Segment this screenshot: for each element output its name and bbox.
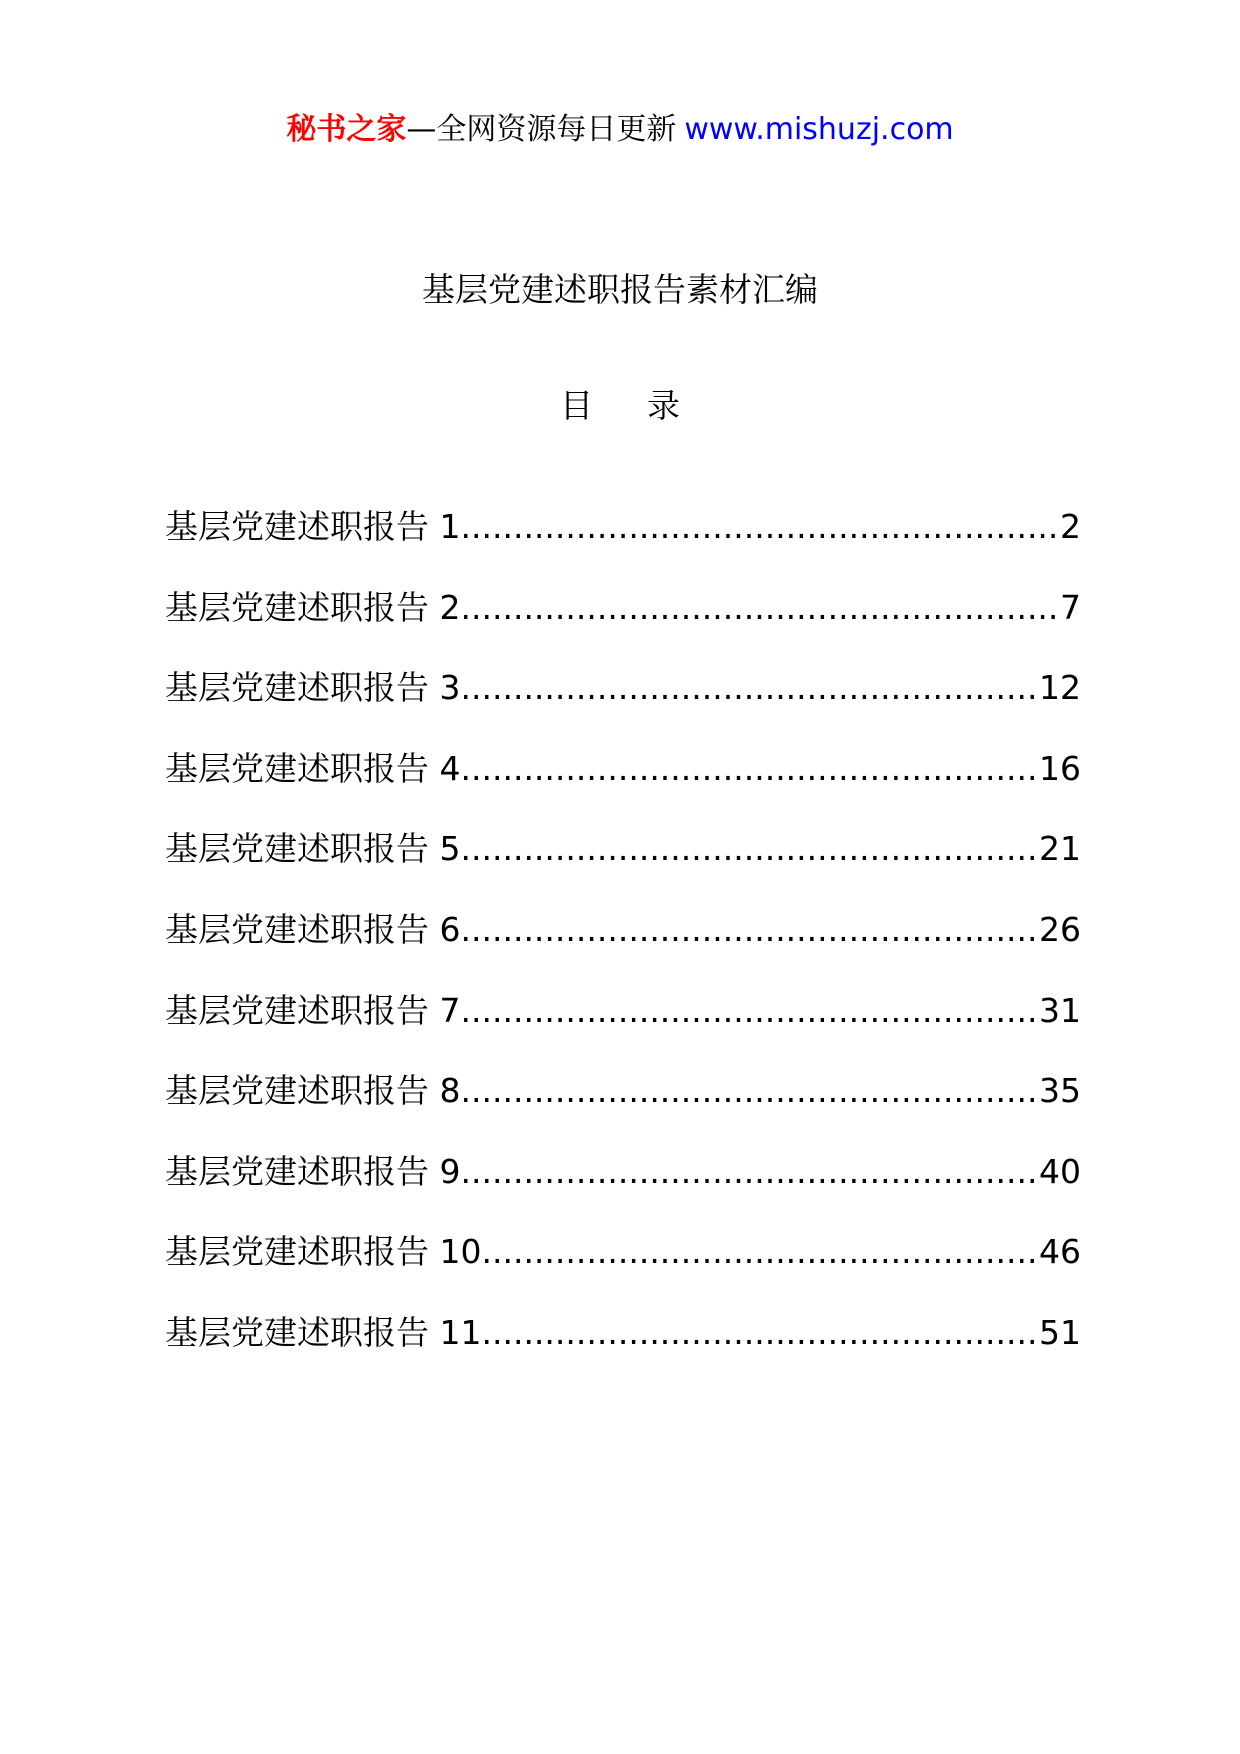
toc-entry-page-number: 31 <box>1039 990 1081 1030</box>
toc-dot-leader <box>481 1311 1039 1355</box>
toc-dot-leader <box>461 1069 1040 1113</box>
toc-entry-page-number: 46 <box>1039 1232 1081 1272</box>
toc-entry[interactable] <box>165 1311 1081 1392</box>
toc-dot-leader <box>461 747 1040 791</box>
toc-entry-page-number: 16 <box>1039 748 1081 788</box>
toc-dot-leader <box>461 666 1040 710</box>
toc-entry-label: 基层党建述职报告 6 <box>165 909 461 949</box>
toc-entry-page-number: 40 <box>1039 1151 1081 1191</box>
toc-dot-leader <box>461 908 1040 952</box>
toc-entry-label: 基层党建述职报告 4 <box>165 748 461 788</box>
toc-entry[interactable] <box>165 505 1081 586</box>
brand-name: 秘书之家 <box>286 112 407 147</box>
toc-entry-label: 基层党建述职报告 7 <box>165 990 461 1030</box>
toc-entry-label: 基层党建述职报告 5 <box>165 829 461 869</box>
toc-heading: 目录 <box>560 386 734 425</box>
toc-entry-label: 基层党建述职报告 9 <box>165 1151 461 1191</box>
toc-entry-label: 基层党建述职报告 2 <box>165 587 461 627</box>
toc-dot-leader <box>481 1230 1039 1274</box>
toc-entry[interactable] <box>165 586 1081 667</box>
toc-dot-leader <box>461 827 1040 871</box>
toc-entry-page-number: 21 <box>1039 829 1081 869</box>
toc-entry-page-number: 26 <box>1039 909 1081 949</box>
toc-entry-page-number: 12 <box>1039 668 1081 708</box>
site-tagline: —全网资源每日更新 <box>406 112 677 147</box>
toc-entry[interactable] <box>165 1150 1081 1231</box>
toc-entry-label: 基层党建述职报告 1 <box>165 507 461 546</box>
toc-entry-label: 基层党建述职报告 3 <box>165 668 461 708</box>
toc-entry[interactable] <box>165 747 1081 828</box>
document-title: 基层党建述职报告素材汇编 <box>422 270 818 309</box>
toc-entry-page-number: 51 <box>1039 1312 1081 1352</box>
table-of-contents <box>165 505 1081 1392</box>
toc-dot-leader <box>461 586 1061 630</box>
site-header <box>0 108 1240 152</box>
toc-dot-leader <box>461 989 1040 1033</box>
toc-entry[interactable] <box>165 989 1081 1070</box>
toc-dot-leader <box>461 1150 1040 1194</box>
toc-dot-leader <box>461 505 1061 549</box>
toc-entry[interactable] <box>165 1069 1081 1150</box>
toc-entry-page-number: 35 <box>1039 1071 1081 1111</box>
toc-entry-page-number: 7 <box>1060 587 1081 627</box>
toc-entry-label: 基层党建述职报告 11 <box>165 1312 482 1352</box>
toc-entry[interactable] <box>165 1230 1081 1311</box>
site-url-link[interactable]: www.mishuzj.com <box>684 112 954 147</box>
toc-entry-label: 基层党建述职报告 10 <box>165 1232 482 1272</box>
toc-entry-label: 基层党建述职报告 8 <box>165 1071 461 1111</box>
toc-entry[interactable] <box>165 666 1081 747</box>
toc-entry[interactable] <box>165 827 1081 908</box>
toc-entry[interactable] <box>165 908 1081 989</box>
toc-entry-page-number: 2 <box>1060 507 1081 546</box>
